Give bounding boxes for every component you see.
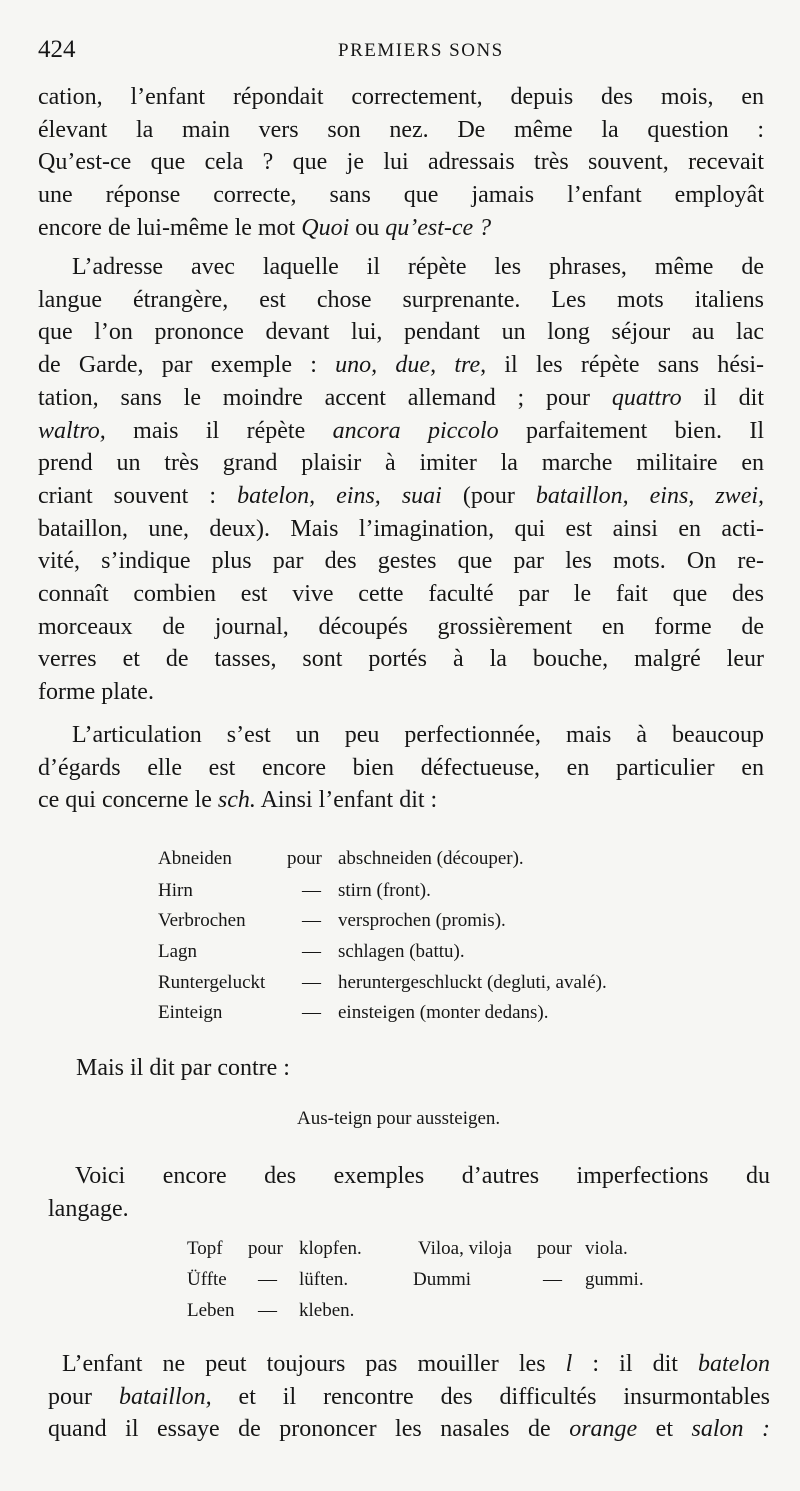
word-child: Runtergeluckt — [158, 972, 266, 993]
text-line: morceaux de journal, découpés grossièrement en forme de — [38, 613, 764, 640]
word-target: kleben. — [299, 1300, 355, 1321]
word-target: schlagen (battu). — [338, 941, 465, 962]
word-target: klopfen. — [299, 1238, 362, 1259]
text-line: cation, l’enfant répondait correctement, depuis des mois, en — [38, 84, 764, 110]
text-line: forme plate. — [38, 679, 154, 706]
text-line: vité, s’indique plus par des gestes que par les mots. On re- — [38, 548, 764, 575]
word-target: abschneiden (découper). — [338, 848, 524, 869]
word-separator: — — [302, 941, 321, 962]
page-number: 424 — [38, 36, 76, 63]
word-child: Viloa, viloja — [418, 1238, 512, 1259]
text-line: une réponse correcte, sans que jamais l’enfant employât — [38, 182, 764, 209]
word-separator: — — [302, 972, 321, 993]
word-child: Abneiden — [158, 848, 232, 869]
word-target: gummi. — [585, 1269, 644, 1290]
word-child: Einteign — [158, 1002, 223, 1023]
word-target: viola. — [585, 1238, 628, 1259]
text-line: L’adresse avec laquelle il répète les phrases, même de — [72, 254, 764, 280]
text-line: tation, sans le moindre accent allemand ; pour quattro il dit — [38, 384, 765, 411]
text-line: Qu’est-ce que cela ? que je lui adressais très souvent, recevait — [38, 149, 764, 176]
text-line: élevant la main vers son nez. De même la question : — [38, 116, 764, 143]
word-target: versprochen (promis). — [338, 910, 506, 931]
word-separator: — — [302, 910, 321, 931]
paragraph-repetition — [38, 251, 764, 709]
word-child: Verbrochen — [158, 910, 246, 931]
text-line: ce qui concerne le sch. Ainsi l’enfant dit : — [38, 787, 438, 814]
text-line: Mais il dit par contre : — [76, 1055, 290, 1081]
word-target: einsteigen (monter dedans). — [338, 1002, 549, 1023]
text-line: de Garde, par exemple : uno, due, tre, il les répète sans hési- — [38, 352, 764, 379]
word-separator: — — [543, 1269, 562, 1290]
text-line: pour bataillon, et il rencontre des difficultés insurmontables — [48, 1383, 770, 1410]
text-line: quand il essaye de prononcer les nasales de orange et salon : — [48, 1416, 771, 1443]
word-child: Hirn — [158, 880, 193, 901]
text-line: bataillon, une, deux). Mais l’imagination, qui est ainsi en acti- — [38, 515, 764, 542]
word-child: Leben — [187, 1300, 235, 1321]
text-line: encore de lui-même le mot Quoi ou qu’est-ce ? — [38, 214, 492, 241]
text-line: prend un très grand plaisir à imiter la marche militaire en — [38, 450, 764, 477]
paragraph-continuation — [38, 81, 764, 245]
word-target: lüften. — [299, 1269, 349, 1290]
text-line: L’articulation s’est un peu perfectionnée, mais à beaucoup — [72, 722, 764, 748]
text-line: langue étrangère, est chose surprenante. Les mots italiens — [38, 286, 764, 313]
page-header — [38, 36, 768, 66]
text-line: langage. — [48, 1195, 129, 1222]
example-line: Aus-teign pour aussteigen. — [297, 1108, 501, 1129]
running-head: PREMIERS SONS — [338, 40, 504, 61]
word-separator: — — [258, 1300, 277, 1321]
text-line: Voici encore des exemples d’autres imperfections du — [75, 1163, 770, 1189]
word-child: Topf — [187, 1238, 223, 1259]
paragraph-examples — [48, 1160, 770, 1225]
word-target: heruntergeschluckt (degluti, avalé). — [338, 972, 607, 993]
paragraph-articulation — [38, 719, 764, 817]
text-line: L’enfant ne peut toujours pas mouiller les l : il dit batelon — [62, 1351, 770, 1377]
text-line: waltro, mais il répète ancora piccolo parfaitement bien. Il — [38, 417, 764, 444]
paragraph-contrast — [76, 1052, 476, 1085]
text-line: verres et de tasses, sont portés à la bouche, malgré leur — [38, 646, 764, 673]
text-line: que l’on prononce devant lui, pendant un long séjour au lac — [38, 319, 764, 346]
word-child: Lagn — [158, 941, 198, 962]
word-separator: — — [302, 880, 321, 901]
word-separator: pour — [537, 1238, 572, 1259]
word-separator: pour — [248, 1238, 283, 1259]
word-child: Üffte — [187, 1269, 227, 1290]
word-separator: — — [302, 1002, 321, 1023]
word-separator: — — [258, 1269, 277, 1290]
text-line: d’égards elle est encore bien défectueuse, en particulier en — [38, 754, 764, 781]
paragraph-mouiller — [48, 1348, 770, 1446]
text-line: connaît combien est vive cette faculté par le fait que des — [38, 581, 764, 608]
word-child: Dummi — [413, 1269, 472, 1290]
text-line: criant souvent : batelon, eins, suai (pour bataillon, eins, zwei, — [38, 482, 765, 509]
word-separator: pour — [287, 848, 322, 869]
word-target: stirn (front). — [338, 880, 431, 901]
